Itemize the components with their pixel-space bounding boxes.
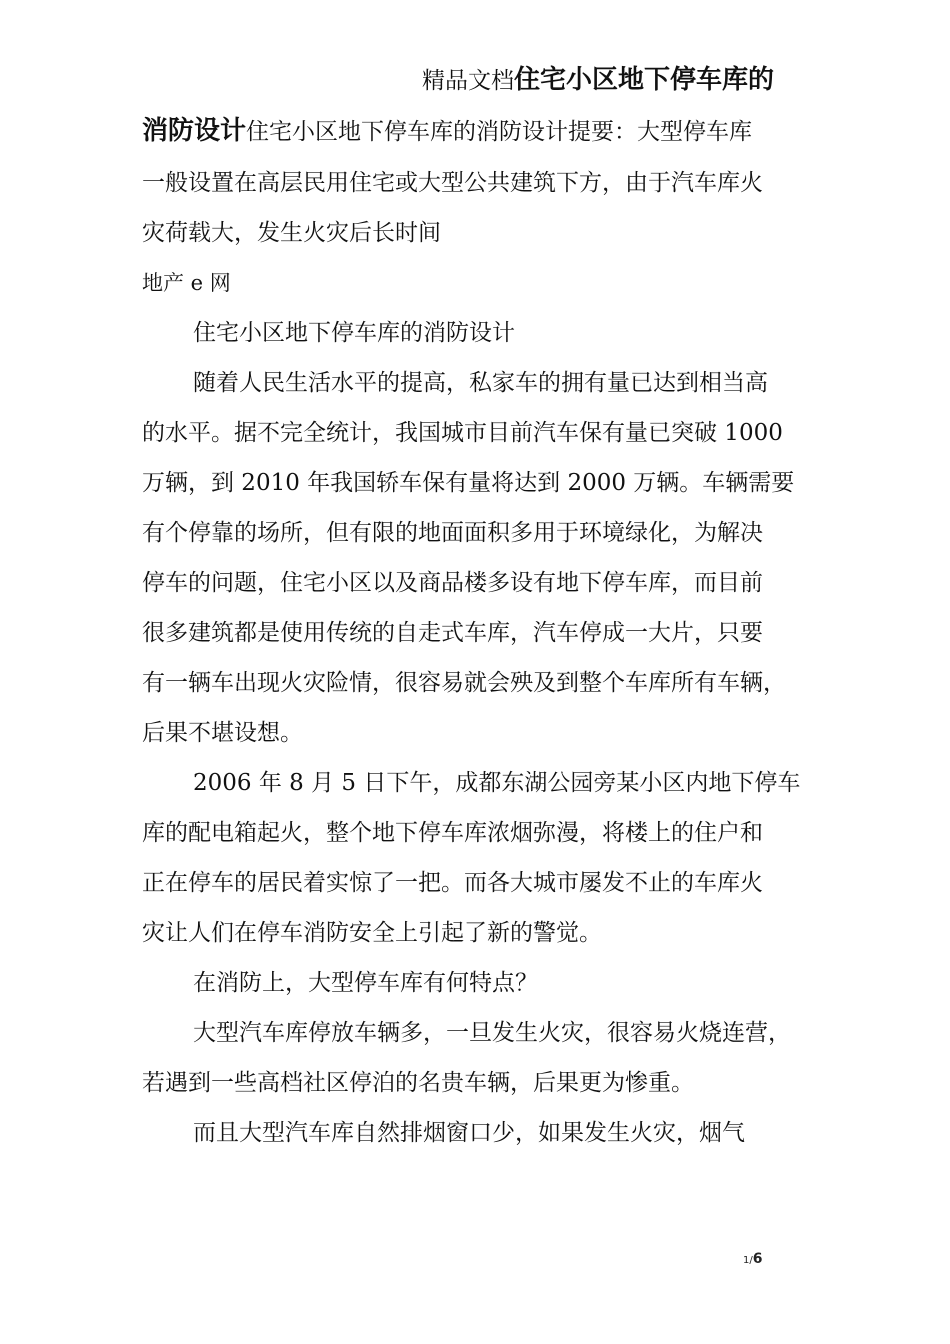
body-line: 停车的问题，住宅小区以及商品楼多设有地下停车库，而目前 bbox=[142, 570, 763, 596]
body-line: 而且大型汽车库自然排烟窗口少，如果发生火灾，烟气 bbox=[193, 1120, 745, 1146]
summary-line: 灾荷载大，发生火灾后长时间 bbox=[142, 220, 441, 246]
body-line: 很多建筑都是使用传统的自走式车库，汽车停成一大片，只要 bbox=[142, 620, 763, 646]
body-line: 有一辆车出现火灾险情，很容易就会殃及到整个车库所有车辆， bbox=[142, 670, 786, 696]
summary-text: 住宅小区地下停车库的消防设计提要：大型停车库 bbox=[246, 119, 753, 145]
body-line: 后果不堪设想。 bbox=[142, 720, 303, 746]
body-line: 万辆，到 2010 年我国轿车保有量将达到 2000 万辆。车辆需要 bbox=[142, 470, 795, 496]
question-line: 在消防上，大型停车库有何特点？ bbox=[193, 970, 538, 996]
body-line: 灾让人们在停车消防安全上引起了新的警觉。 bbox=[142, 920, 602, 946]
document-title-continued: 消防设计 bbox=[142, 116, 247, 146]
body-line: 若遇到一些高档社区停泊的名贵车辆，后果更为惨重。 bbox=[142, 1070, 694, 1096]
summary-line: 一般设置在高层民用住宅或大型公共建筑下方，由于汽车库火 bbox=[142, 170, 763, 196]
page-number-total: 6 bbox=[752, 1251, 763, 1267]
header-label: 精品文档 bbox=[422, 68, 514, 94]
document-title: 住宅小区地下停车库的 bbox=[514, 65, 775, 95]
header-line bbox=[422, 63, 774, 101]
page-number bbox=[743, 1251, 762, 1267]
body-line: 大型汽车库停放车辆多，一旦发生火灾，很容易火烧连营， bbox=[193, 1020, 791, 1046]
title-continuation-line bbox=[142, 116, 752, 147]
source-label: 地产 e 网 bbox=[142, 271, 231, 295]
body-line: 有个停靠的场所，但有限的地面面积多用于环境绿化，为解决 bbox=[142, 520, 763, 546]
body-line: 正在停车的居民着实惊了一把。而各大城市屡发不止的车库火 bbox=[142, 870, 763, 896]
body-line: 2006 年 8 月 5 日下午，成都东湖公园旁某小区内地下停车 bbox=[193, 770, 801, 796]
body-line: 的水平。据不完全统计，我国城市目前汽车保有量已突破 1000 bbox=[142, 420, 783, 446]
page-number-current: 1/ bbox=[743, 1255, 753, 1266]
body-line: 随着人民生活水平的提高，私家车的拥有量已达到相当高 bbox=[193, 370, 768, 396]
section-title: 住宅小区地下停车库的消防设计 bbox=[193, 320, 515, 346]
body-line: 库的配电箱起火，整个地下停车库浓烟弥漫，将楼上的住户和 bbox=[142, 820, 763, 846]
